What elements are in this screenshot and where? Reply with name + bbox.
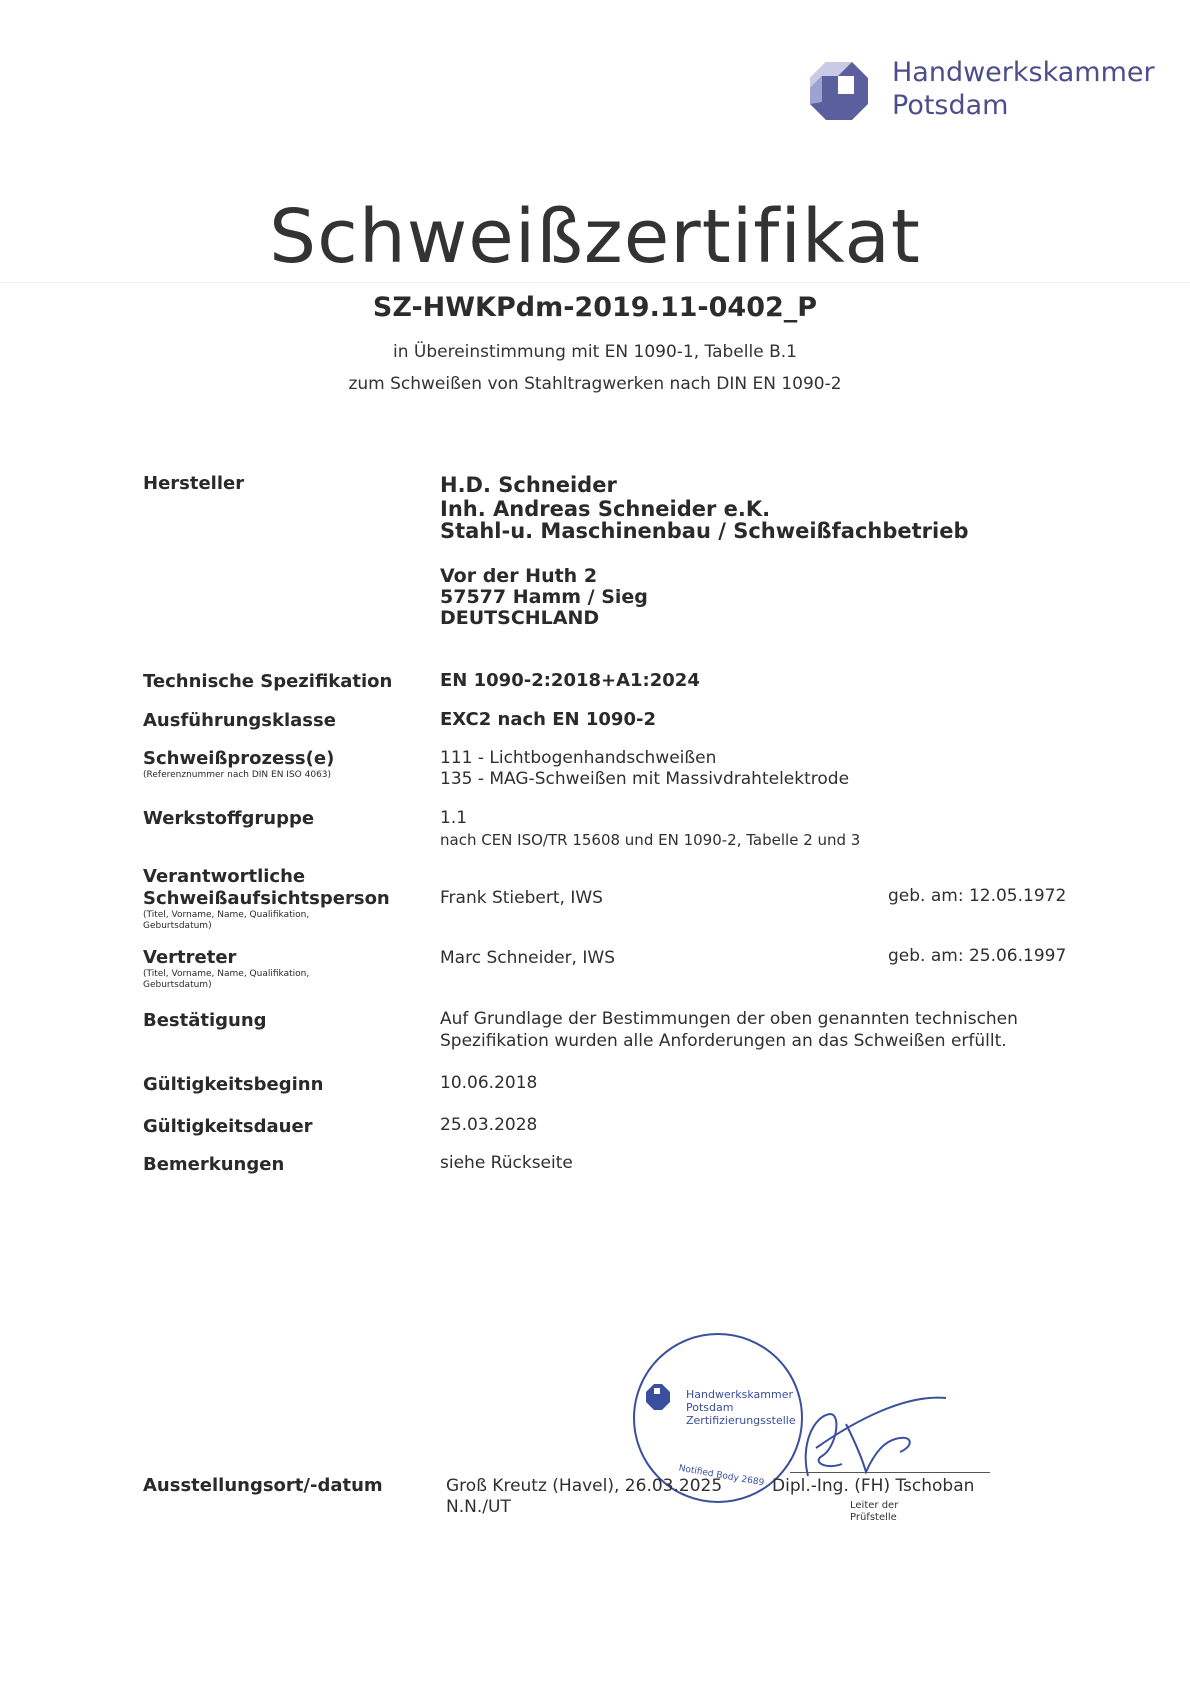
supervisor-label-1: Verantwortliche: [143, 866, 306, 887]
valid-from-label: Gültigkeitsbeginn: [143, 1074, 324, 1095]
address-country: DEUTSCHLAND: [440, 607, 600, 629]
deputy-note-1: (Titel, Vorname, Name, Qualifikation,: [143, 969, 310, 979]
subtitle-line2: zum Schweißen von Stahltragwerken nach DIN EN 1090-2: [348, 374, 842, 394]
valid-until-label: Gültigkeitsdauer: [143, 1116, 313, 1137]
supervisor-value: Frank Stiebert, IWS: [440, 888, 603, 908]
hwk-hexagon-icon: [808, 60, 870, 122]
supervisor-label: [143, 866, 390, 932]
title-divider: [0, 282, 1190, 283]
manufacturer-name-3: Stahl-u. Maschinenbau / Schweißfachbetrieb: [440, 519, 969, 543]
issue-reference: N.N./UT: [446, 1497, 511, 1517]
spec-value: EN 1090-2:2018+A1:2024: [440, 670, 700, 691]
supervisor-note-1: (Titel, Vorname, Name, Qualifikation,: [143, 910, 310, 920]
address-street: Vor der Huth 2: [440, 565, 598, 587]
material-label: Werkstoffgruppe: [143, 808, 315, 829]
process-value-1: 111 - Lichtbogenhandschweißen: [440, 748, 717, 768]
material-value-2: nach CEN ISO/TR 15608 und EN 1090-2, Tabelle 2 und 3: [440, 831, 861, 849]
stamp-arc-text: Notified Body 2689: [677, 1463, 765, 1489]
supervisor-label-2: Schweißaufsichtsperson: [143, 888, 390, 909]
remarks-label: Bemerkungen: [143, 1154, 285, 1175]
issue-label: Ausstellungsort/-datum: [143, 1475, 383, 1496]
org-name-line1: Handwerkskammer: [892, 57, 1155, 88]
org-logo: [808, 56, 1155, 126]
signatory-role-2: Prüfstelle: [850, 1512, 897, 1523]
handwritten-signature: [796, 1384, 956, 1484]
signature-line: [790, 1472, 990, 1473]
process-label: [143, 748, 334, 781]
confirmation-line-2: Spezifikation wurden alle Anforderungen an das Schweißen erfüllt.: [440, 1031, 1007, 1051]
stamp-line-2: Potsdam: [686, 1401, 734, 1414]
process-label-text: Schweißprozess(e): [143, 748, 335, 769]
deputy-birth: geb. am: 25.06.1997: [888, 946, 1067, 966]
signatory-role-1: Leiter der: [850, 1500, 899, 1511]
material-value: 1.1: [440, 808, 468, 828]
spec-label: Technische Spezifikation: [143, 671, 393, 692]
valid-until-value: 25.03.2028: [440, 1115, 538, 1135]
address-city: 57577 Hamm / Sieg: [440, 586, 648, 608]
stamp-line-1: Handwerkskammer: [686, 1388, 793, 1401]
supervisor-note-2: Geburtsdatum): [143, 921, 212, 931]
remarks-value: siehe Rückseite: [440, 1153, 573, 1173]
signatory-name: Dipl.-Ing. (FH) Tschoban: [772, 1476, 975, 1496]
deputy-value: Marc Schneider, IWS: [440, 948, 615, 968]
deputy-label: [143, 947, 309, 991]
confirmation-label: Bestätigung: [143, 1010, 267, 1031]
exec-class-value: EXC2 nach EN 1090-2: [440, 709, 656, 730]
issue-place-date: Groß Kreutz (Havel), 26.03.2025: [446, 1476, 723, 1496]
process-note: (Referenznummer nach DIN EN ISO 4063): [143, 770, 332, 780]
process-value-2: 135 - MAG-Schweißen mit Massivdrahtelektrode: [440, 769, 850, 789]
manufacturer-label: Hersteller: [143, 473, 245, 494]
document-title: Schweißzertifikat: [269, 194, 921, 280]
deputy-label-text: Vertreter: [143, 947, 237, 968]
manufacturer-name-2: Inh. Andreas Schneider e.K.: [440, 497, 771, 521]
certificate-number: SZ-HWKPdm-2019.11-0402_P: [372, 292, 818, 323]
supervisor-birth: geb. am: 12.05.1972: [888, 886, 1067, 906]
subtitle-line1: in Übereinstimmung mit EN 1090-1, Tabelle B.1: [393, 342, 797, 362]
exec-class-label: Ausführungsklasse: [143, 710, 336, 731]
confirmation-line-1: Auf Grundlage der Bestimmungen der oben genannten technischen: [440, 1009, 1018, 1029]
deputy-note-2: Geburtsdatum): [143, 980, 212, 990]
manufacturer-name-1: H.D. Schneider: [440, 473, 617, 497]
org-name-line2: Potsdam: [892, 90, 1009, 121]
stamp-line-3: Zertifizierungsstelle: [686, 1414, 796, 1427]
valid-from-value: 10.06.2018: [440, 1073, 538, 1093]
